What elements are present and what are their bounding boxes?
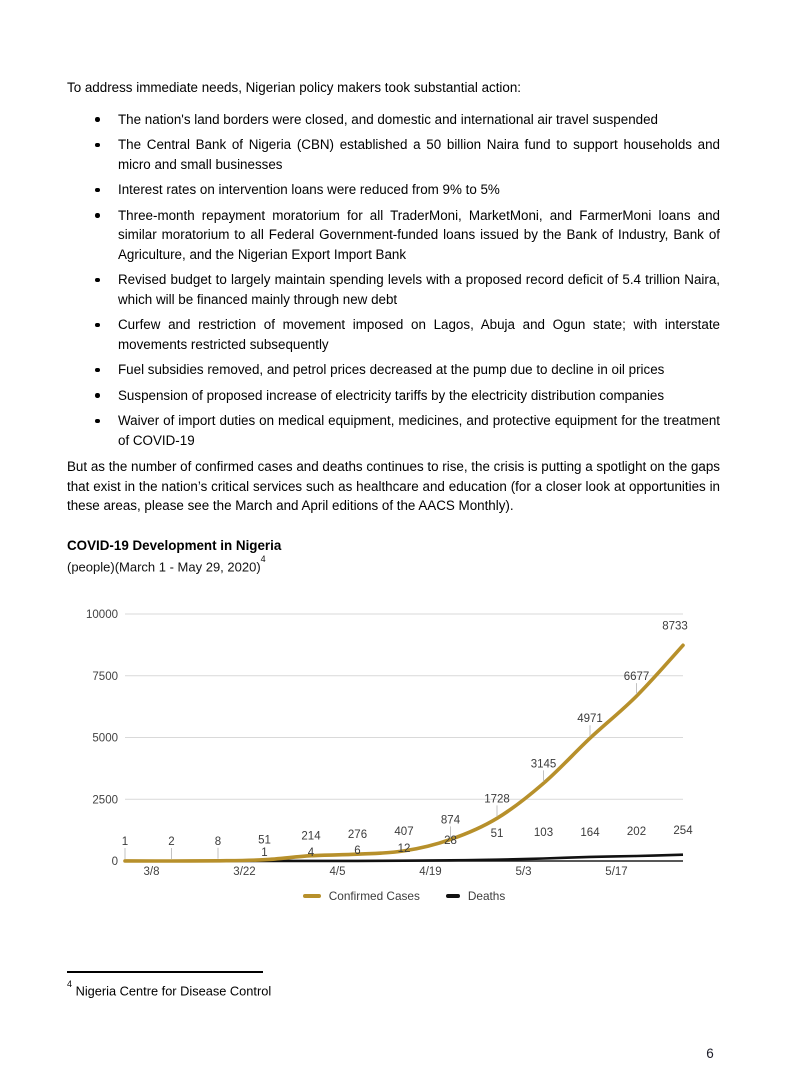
figure-title: COVID-19 Development in Nigeria: [67, 538, 282, 553]
svg-text:4: 4: [307, 847, 315, 859]
policy-actions-list: [67, 110, 720, 451]
footnote-marker: 4: [67, 979, 73, 989]
svg-text:10000: 10000: [86, 609, 118, 621]
svg-text:4971: 4971: [577, 713, 603, 726]
svg-text:2: 2: [168, 835, 175, 848]
chart-legend: [125, 889, 683, 903]
svg-text:4/19: 4/19: [419, 866, 442, 878]
svg-text:4/5: 4/5: [329, 866, 346, 878]
svg-text:164: 164: [580, 827, 600, 839]
svg-text:2500: 2500: [92, 794, 118, 807]
svg-text:214: 214: [301, 830, 321, 843]
svg-text:8733: 8733: [662, 620, 688, 633]
svg-text:3145: 3145: [530, 758, 557, 771]
list-item: The Central Bank of Nigeria (CBN) established a 50 billion Naira fund to support households and micro and small businesses: [67, 135, 720, 174]
legend-item-confirmed-cases: [303, 889, 420, 903]
legend-item-deaths: [446, 889, 505, 903]
footnote-text: $^4$ Nigeria Centre for Disease Control: [67, 979, 272, 999]
footnote-reference-mark: 4: [260, 554, 266, 564]
svg-text:276: 276: [347, 829, 368, 842]
list-item: Revised budget to largely maintain spending levels with a proposed record deficit of 5.4 trillion Naira, which will be financed mainly through new debt: [67, 270, 720, 309]
body-text-column: [67, 78, 720, 516]
list-item: Waiver of import duties on medical equipment, medicines, and protective equipment for the treatment of COVID-19: [67, 411, 720, 450]
svg-text:407: 407: [394, 825, 414, 838]
svg-text:254: 254: [673, 825, 693, 837]
gridlines: [125, 614, 683, 799]
legend-label: Confirmed Cases: [328, 889, 420, 903]
svg-text:1: 1: [261, 847, 268, 859]
deaths-swatch: [446, 894, 460, 899]
closing-paragraph: But as the number of confirmed cases and deaths continues to rise, the crisis is putting a spotlight on the gaps that exist in the nation’s critical services such as healthcare and education (for a closer look at opportunities in these areas, please see the March and April editions of the AACS Monthly).: [67, 459, 720, 513]
svg-text:6677: 6677: [623, 671, 650, 684]
svg-text:0: 0: [111, 856, 118, 868]
svg-text:5/17: 5/17: [605, 866, 628, 878]
covid-development-line-chart: [67, 600, 720, 890]
footnote-divider: [67, 971, 263, 973]
svg-text:51: 51: [490, 828, 504, 840]
svg-text:1: 1: [121, 835, 129, 848]
svg-text:28: 28: [444, 835, 457, 847]
svg-text:3/22: 3/22: [233, 866, 256, 878]
svg-text:5000: 5000: [92, 732, 118, 745]
list-item: Suspension of proposed increase of electricity tariffs by the electricity distribution companies: [67, 386, 720, 406]
figure-header: [67, 537, 720, 575]
svg-text:103: 103: [533, 827, 554, 839]
intro-paragraph: To address immediate needs, Nigerian policy makers took substantial action:: [67, 80, 522, 95]
confirmed-cases-labels: [122, 620, 688, 848]
annotation-stems: [125, 683, 637, 859]
y-axis-labels: [86, 609, 118, 868]
figure-subtitle: [67, 555, 720, 575]
svg-text:8: 8: [214, 835, 222, 848]
list-item: Fuel subsidies removed, and petrol prices decreased at the pump due to decline in oil prices: [67, 360, 720, 380]
list-item: The nation's land borders were closed, and domestic and international air travel suspended: [67, 110, 720, 130]
list-item: Curfew and restriction of movement imposed on Lagos, Abuja and Ogun state; with interstate movements restricted subsequently: [67, 315, 720, 354]
confirmed-cases-swatch: [303, 894, 321, 899]
list-item: Interest rates on intervention loans were reduced from 9% to 5%: [67, 180, 720, 200]
x-axis-labels: [144, 866, 628, 878]
svg-text:7500: 7500: [92, 670, 118, 683]
list-item: Three-month repayment moratorium for all TraderMoni, MarketMoni, and FarmerMoni loans and similar moratorium to all Federal Government-funded loans issued by the Bank of Industry, Bank of Agriculture, and the Nigerian Export Import Bank: [67, 206, 720, 265]
footnote: [67, 971, 487, 998]
svg-text:3/8: 3/8: [143, 866, 160, 878]
svg-text:5/3: 5/3: [515, 866, 532, 878]
svg-text:6: 6: [354, 845, 361, 857]
svg-text:202: 202: [626, 826, 647, 838]
legend-label: Deaths: [467, 889, 506, 903]
svg-text:874: 874: [440, 814, 461, 827]
page-number: 6: [706, 1046, 714, 1061]
figure-subtitle-text: (people)(March 1 - May 29, 2020): [67, 559, 261, 575]
svg-text:51: 51: [258, 834, 271, 847]
svg-text:12: 12: [397, 843, 411, 855]
svg-text:1728: 1728: [484, 793, 510, 806]
